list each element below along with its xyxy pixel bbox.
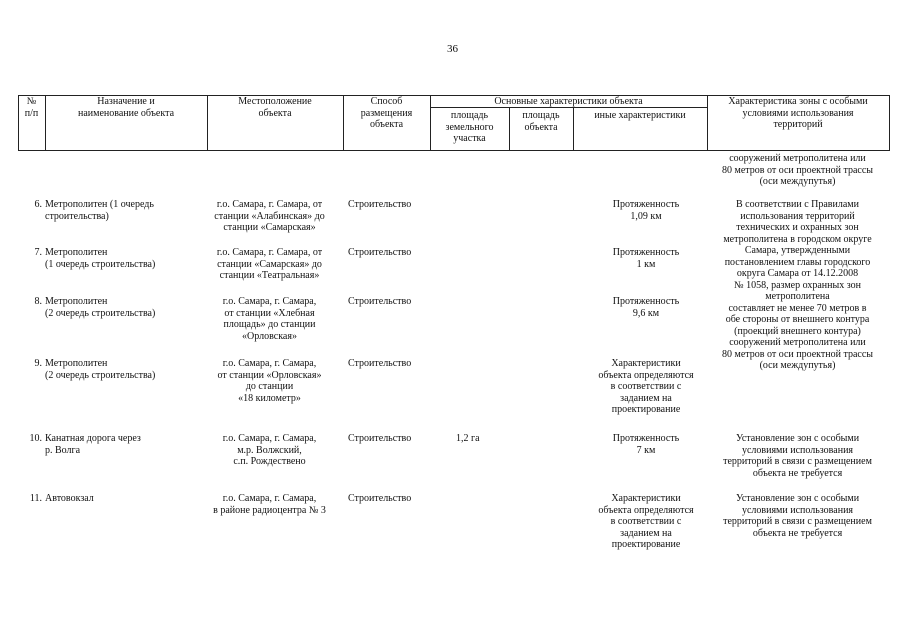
other-characteristics: Протяженность 9,6 км (612, 296, 680, 319)
object-name: Метрополитен (1 очередь строительства) (45, 247, 156, 270)
row-number: 7. (34, 247, 42, 258)
object-location: г.о. Самара, г. Самара, от станции «Самарская» до станции «Театральная» (216, 247, 323, 281)
header-num: № п/п (24, 96, 39, 119)
object-location: г.о. Самара, г. Самара, от станции «Хлебная площадь» до станции «Орловская» (222, 296, 317, 342)
col-border (889, 95, 890, 150)
placement-method: Строительство (348, 199, 412, 210)
other-characteristics: Протяженность 7 км (612, 433, 680, 456)
zone-continuation: сооружений метрополитена или 80 метров от оси проектной трассы (оси междупутья) (722, 153, 873, 187)
placement-method: Строительство (348, 433, 412, 444)
row-number: 10. (29, 433, 42, 444)
header-land-area: площадь земельного участка (445, 110, 494, 144)
object-location: г.о. Самара, г. Самара, м.р. Волжский, с.п. Рождествено (222, 433, 317, 467)
placement-method: Строительство (348, 296, 412, 307)
header-main-characteristics: Основные характеристики объекта (494, 96, 643, 107)
row-number: 9. (34, 358, 42, 369)
object-location: г.о. Самара, г. Самара, от станции «Орловская» до станции «18 километр» (217, 358, 322, 404)
header-object-area: площадь объекта (522, 110, 560, 133)
header-bottom-border (18, 150, 890, 151)
other-characteristics: Характеристики объекта определяются в соответствии с заданием на проектирование (598, 358, 694, 415)
row-number: 8. (34, 296, 42, 307)
placement-method: Строительство (348, 493, 412, 504)
zone-characteristics: Установление зон с особыми условиями использования территорий в связи с размещением объекта не требуется (723, 493, 872, 539)
header-other-characteristics: иные характеристики (594, 110, 686, 121)
placement-method: Строительство (348, 358, 412, 369)
header-method: Способ размещения объекта (360, 96, 413, 130)
header-location: Местоположение объекта (238, 96, 312, 119)
object-name: Метрополитен (1 очередь строительства) (45, 199, 154, 222)
zone-characteristics: Установление зон с особыми условиями использования территорий в связи с размещением объекта не требуется (723, 433, 872, 479)
object-name: Метрополитен (2 очередь строительства) (45, 296, 156, 319)
metro-zone-description: В соответствии с Правилами использования территорий технических и охранных зон метрополитена в городском округе Самара, утвержденными постановлением главы городского округа Самара от 14.12.2008 № 1058, размер охранных зон метрополитена составляет не менее 70 метров в обе стороны от внешнего контура (проекций внешнего контура) сооружений метрополитена или 80 метров от оси проектной трассы (оси междупутья) (722, 199, 873, 371)
object-location: г.о. Самара, г. Самара, от станции «Алабинская» до станции «Самарская» (214, 199, 325, 233)
header-zone: Характеристика зоны с особыми условиями использования территорий (728, 96, 868, 130)
object-name: Метрополитен (2 очередь строительства) (45, 358, 156, 381)
other-characteristics: Характеристики объекта определяются в соответствии с заданием на проектирование (598, 493, 694, 550)
object-name: Автовокзал (45, 493, 94, 504)
placement-method: Строительство (348, 247, 412, 258)
table-header (18, 95, 890, 150)
other-characteristics: Протяженность 1,09 км (612, 199, 680, 222)
page-number: 36 (447, 43, 458, 55)
land-area: 1,2 га (456, 433, 480, 444)
row-number: 6. (34, 199, 42, 210)
other-characteristics: Протяженность 1 км (612, 247, 680, 270)
header-name: Назначение и наименование объекта (77, 96, 175, 119)
object-location: г.о. Самара, г. Самара, в районе радиоцентра № 3 (213, 493, 326, 516)
object-name: Канатная дорога через р. Волга (45, 433, 141, 456)
row-number: 11. (29, 493, 42, 504)
